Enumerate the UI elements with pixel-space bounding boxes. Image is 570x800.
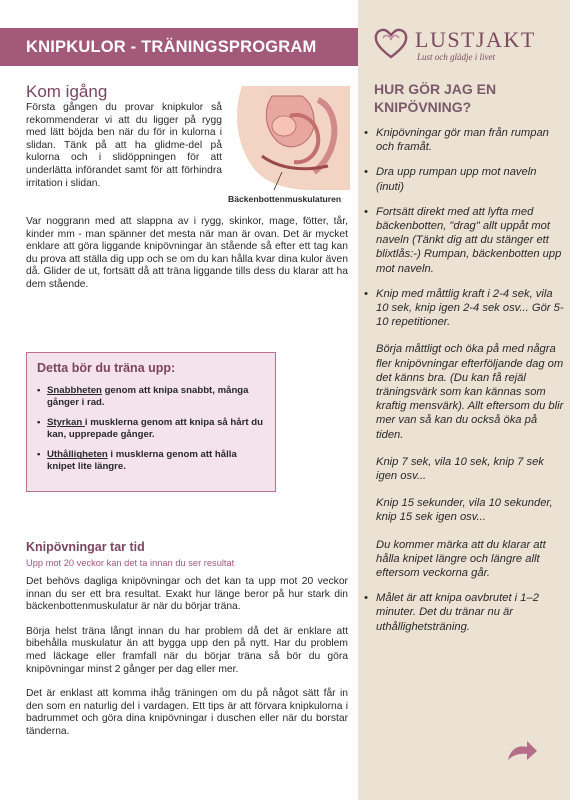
step-text: Knip med måttlig kraft i 2-4 sek, vila 10 sek, knip igen 2-4 sek osv... Gör 5-10 repetitioner. — [376, 287, 564, 329]
goal-text: genom att knipa snabbt, många gånger i rad. — [47, 385, 249, 408]
intro-paragraph: Första gången du provar knipkulor så rekommenderar vi att du ligger på rygg med lätt böjda ben när du för in kulorna i slidan. Tänk på att ha glidme-del på kulorna och i slidöppningen för att underlätta införandet samt för att förhindra irritation i slidan. — [26, 102, 222, 189]
bullet-icon: • — [37, 417, 41, 429]
section-heading-start: Kom igång — [26, 82, 108, 101]
bullet-icon: • — [37, 449, 41, 461]
step-text: Knipövningar gör man från rumpan och framåt. — [376, 127, 549, 154]
time-section-body — [26, 576, 348, 751]
goal-text: i musklerna genom att hålla knipet lite längre. — [47, 449, 237, 472]
list-item — [37, 385, 265, 408]
step-text: Dra upp rumpan upp mot naveln (inuti) — [376, 166, 537, 193]
body-paragraph: Det behövs dagliga knipövningar och det kan ta upp mot 20 veckor innan du ser ett bra resultat. Exakt hur länge beror på hur stark din bäckenbottenmuskulatur är när du börjar träna. — [26, 576, 348, 613]
list-item — [364, 591, 564, 634]
curved-arrow-right-icon[interactable] — [505, 738, 539, 764]
bullet-icon: • — [364, 592, 368, 605]
step-followup: Börja måttligt och öka på med några fler knipövningar efterföljande dag om det känns bra. (Du kan få rejäl träningsvärk som kan kännas som kraftig mensvärk). Allt eftersom du blir mer van så kan du också öka på tiden. — [376, 343, 564, 441]
goal-keyword: Snabbheten — [47, 385, 102, 396]
bullet-icon: • — [364, 205, 368, 218]
list-item — [364, 165, 564, 193]
step-text: Målet är att knipa oavbrutet i 1–2 minuter. Det du tränar nu är uthållighetsträning. — [376, 592, 539, 633]
page-title: KNIPKULOR - TRÄNINGSPROGRAM — [26, 38, 317, 56]
list-item — [364, 126, 564, 154]
list-item — [364, 287, 564, 580]
training-box-title: Detta bör du träna upp: — [37, 361, 176, 375]
training-goals-list — [37, 385, 265, 482]
bullet-icon: • — [37, 385, 41, 396]
bullet-icon: • — [364, 127, 368, 139]
exercise-steps-list — [364, 126, 564, 645]
body-paragraph: Börja helst träna långt innan du har problem då det är enklare att bibehålla muskulatur än att bygga upp den på nytt. Har du problem med läckage eller framfall när du börjar träna så bör du göra knipövningar minst 2 gånger per dag eller mer. — [26, 625, 348, 675]
training-goals-box — [26, 352, 276, 492]
list-item — [364, 205, 564, 276]
section-subheading-time: Upp mot 20 veckor kan det ta innan du ser resultat — [26, 558, 235, 568]
heart-logo-icon — [373, 26, 409, 60]
step-followup: Knip 15 sekunder, vila 10 sekunder, knip 15 sek igen osv... — [376, 497, 553, 524]
list-item — [37, 449, 265, 472]
goal-text: i musklerna genom att knipa så hårt du kan, upprepade gånger. — [47, 417, 263, 440]
body-paragraph: Det är enklast att komma ihåg träningen om du på något sätt får in den som en naturlig del i vardagen. Ett tips är att förvara knipkulorna i badrummet och göra dina knipövningar i duschen eller när du borstar tänderna. — [26, 688, 348, 737]
goal-keyword: Styrkan — [47, 417, 85, 429]
pelvic-anatomy-illustration — [232, 86, 350, 190]
logo-wordmark: LUSTJAKT — [415, 27, 536, 52]
step-followup: Du kommer märka att du klarar att hålla knipet längre och längre allt eftersom veckorna går. — [376, 538, 546, 580]
bullet-icon: • — [364, 287, 368, 300]
goal-keyword: Uthålligheten — [47, 449, 108, 461]
sidebar-heading: HUR GÖR JAG EN KNIPÖVNING? — [374, 81, 497, 115]
logo-tagline: Lust och glädje i livet — [417, 52, 495, 62]
step-followup: Knip 7 sek, vila 10 sek, knip 7 sek igen osv... — [376, 455, 544, 483]
figure-caption: Bäckenbottenmuskulaturen — [228, 194, 342, 204]
brand-logo — [373, 26, 563, 66]
intro-paragraph-2: Var noggrann med att slappna av i rygg, skinkor, mage, fötter, tår, kinder mm - man spänner det mesta när man är ovan. Det är mycket enklare att göra liggande knipövningar än stående så efter ett tag kan du prova att ställa dig upp och se om du kan hålla kvar dina kulor även då. Glider de ut, fortsätt då att träna liggande tills dess du klarar att ha dem stående. — [26, 216, 348, 290]
list-item — [37, 417, 265, 440]
section-heading-time: Knipövningar tar tid — [26, 540, 145, 554]
step-text: Fortsätt direkt med att lyfta med bäckenbotten, "drag" allt uppåt mot naveln (Tänkt dig att du stänger ett blixtlås:-) Rumpan, bäckenbotten upp mot naveln. — [376, 205, 562, 275]
bullet-icon: • — [364, 166, 368, 179]
